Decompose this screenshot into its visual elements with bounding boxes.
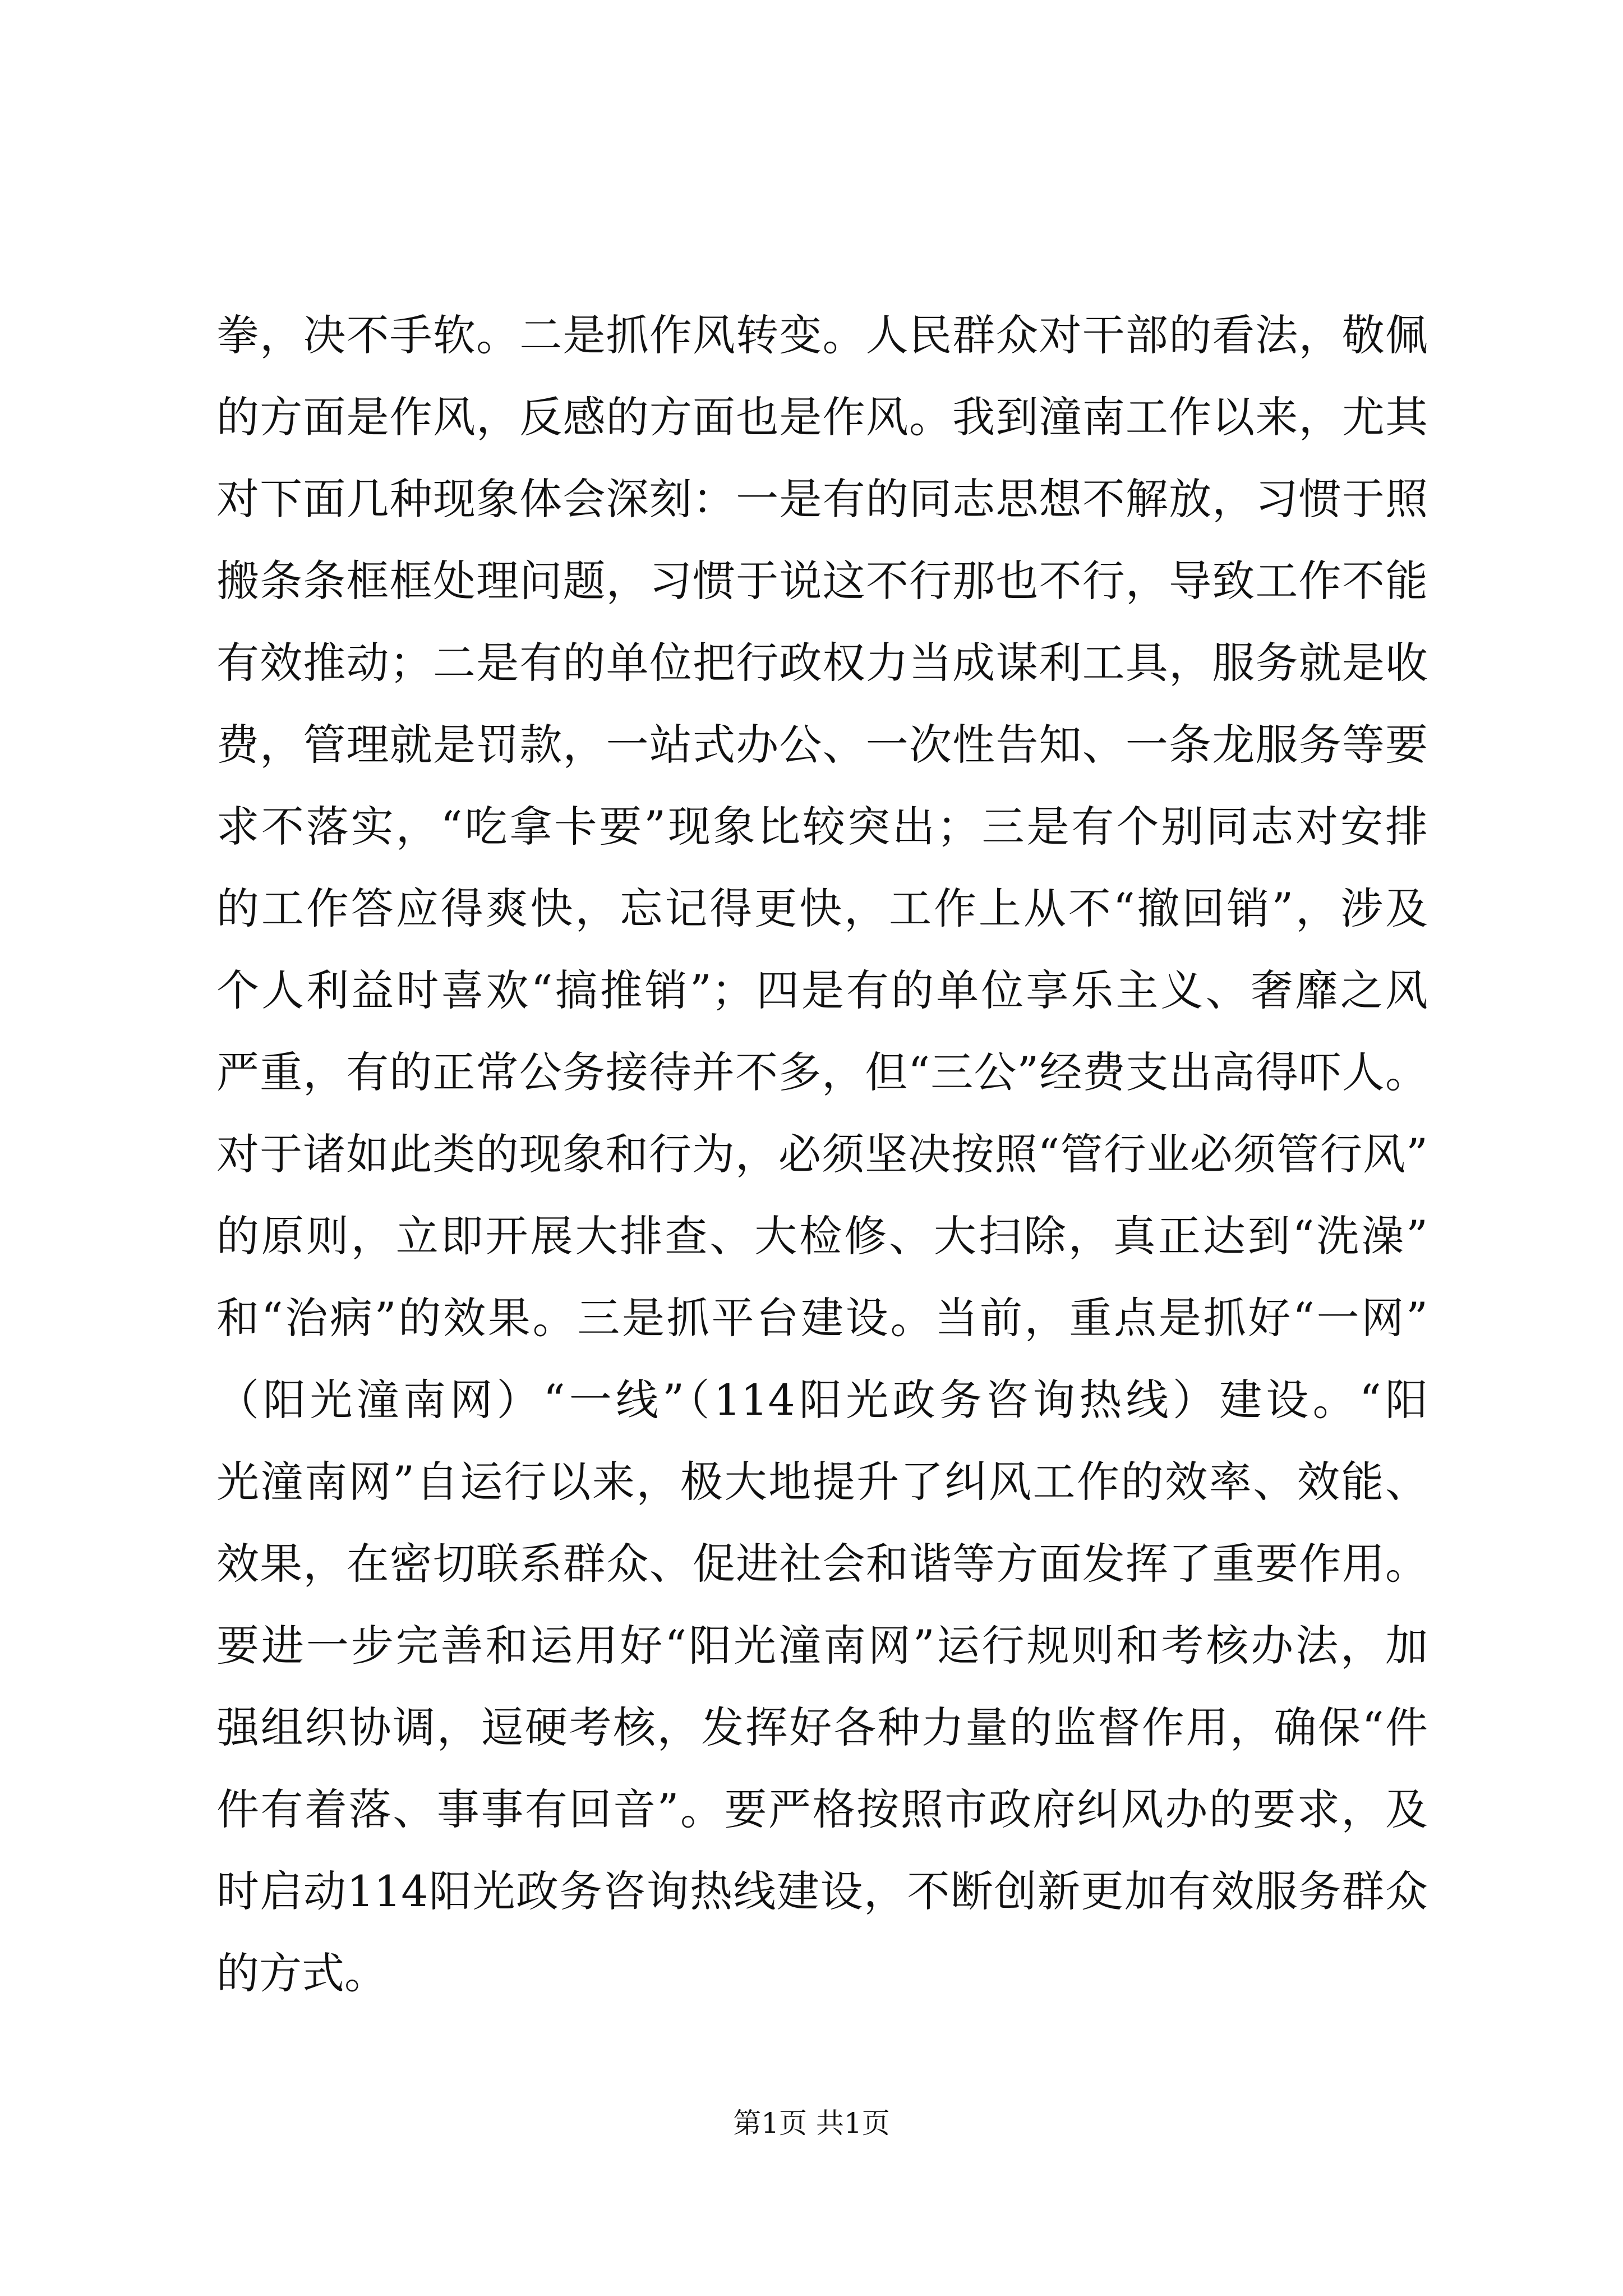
text-line: 拳，决不手软。二是抓作风转变。人民群众对干部的看法，敬佩 — [216, 310, 1428, 360]
text-line: 求不落实，“吃拿卡要”现象比较突出；三是有个别同志对安排 — [216, 802, 1428, 852]
text-line: 时启动114阳光政务咨询热线建设，不断创新更加有效服务群众 — [216, 1866, 1428, 1916]
text-line: 费，管理就是罚款，一站式办公、一次性告知、一条龙服务等要 — [216, 720, 1428, 770]
document-body — [216, 295, 1428, 2014]
text-line: 的工作答应得爽快，忘记得更快，工作上从不“撤回销”，涉及 — [216, 884, 1428, 933]
text-line: 严重，有的正常公务接待并不多，但“三公”经费支出高得吓人。 — [216, 1047, 1428, 1097]
text-line: 效果，在密切联系群众、促进社会和谐等方面发挥了重要作用。 — [216, 1539, 1428, 1589]
text-line: 对下面几种现象体会深刻：一是有的同志思想不解放，习惯于照 — [216, 474, 1428, 524]
text-line: 件有着落、事事有回音”。要严格按照市政府纠风办的要求，及 — [216, 1784, 1428, 1834]
text-line: 光潼南网”自运行以来，极大地提升了纠风工作的效率、效能、 — [216, 1457, 1428, 1507]
text-line: 有效推动；二是有的单位把行政权力当成谋利工具，服务就是收 — [216, 638, 1428, 688]
text-line: （阳光潼南网）“一线”（114阳光政务咨询热线）建设。“阳 — [216, 1375, 1428, 1425]
text-line: 的方面是作风，反感的方面也是作风。我到潼南工作以来，尤其 — [216, 392, 1428, 442]
text-line: 搬条条框框处理问题，习惯于说这不行那也不行，导致工作不能 — [216, 556, 1428, 606]
page-number-footer: 第1页 共1页 — [733, 2107, 890, 2139]
text-line: 和“治病”的效果。三是抓平台建设。当前，重点是抓好“一网” — [216, 1293, 1428, 1343]
text-line: 的方式。 — [216, 1948, 387, 1998]
text-line: 强组织协调，逗硬考核，发挥好各种力量的监督作用，确保“件 — [216, 1703, 1428, 1752]
text-line: 个人利益时喜欢“搞推销”；四是有的单位享乐主义、奢靡之风 — [216, 965, 1428, 1015]
text-line: 的原则，立即开展大排查、大检修、大扫除，真正达到“洗澡” — [216, 1211, 1428, 1261]
text-line: 要进一步完善和运用好“阳光潼南网”运行规则和考核办法，加 — [216, 1621, 1428, 1671]
text-line: 对于诸如此类的现象和行为，必须坚决按照“管行业必须管行风” — [216, 1129, 1428, 1179]
